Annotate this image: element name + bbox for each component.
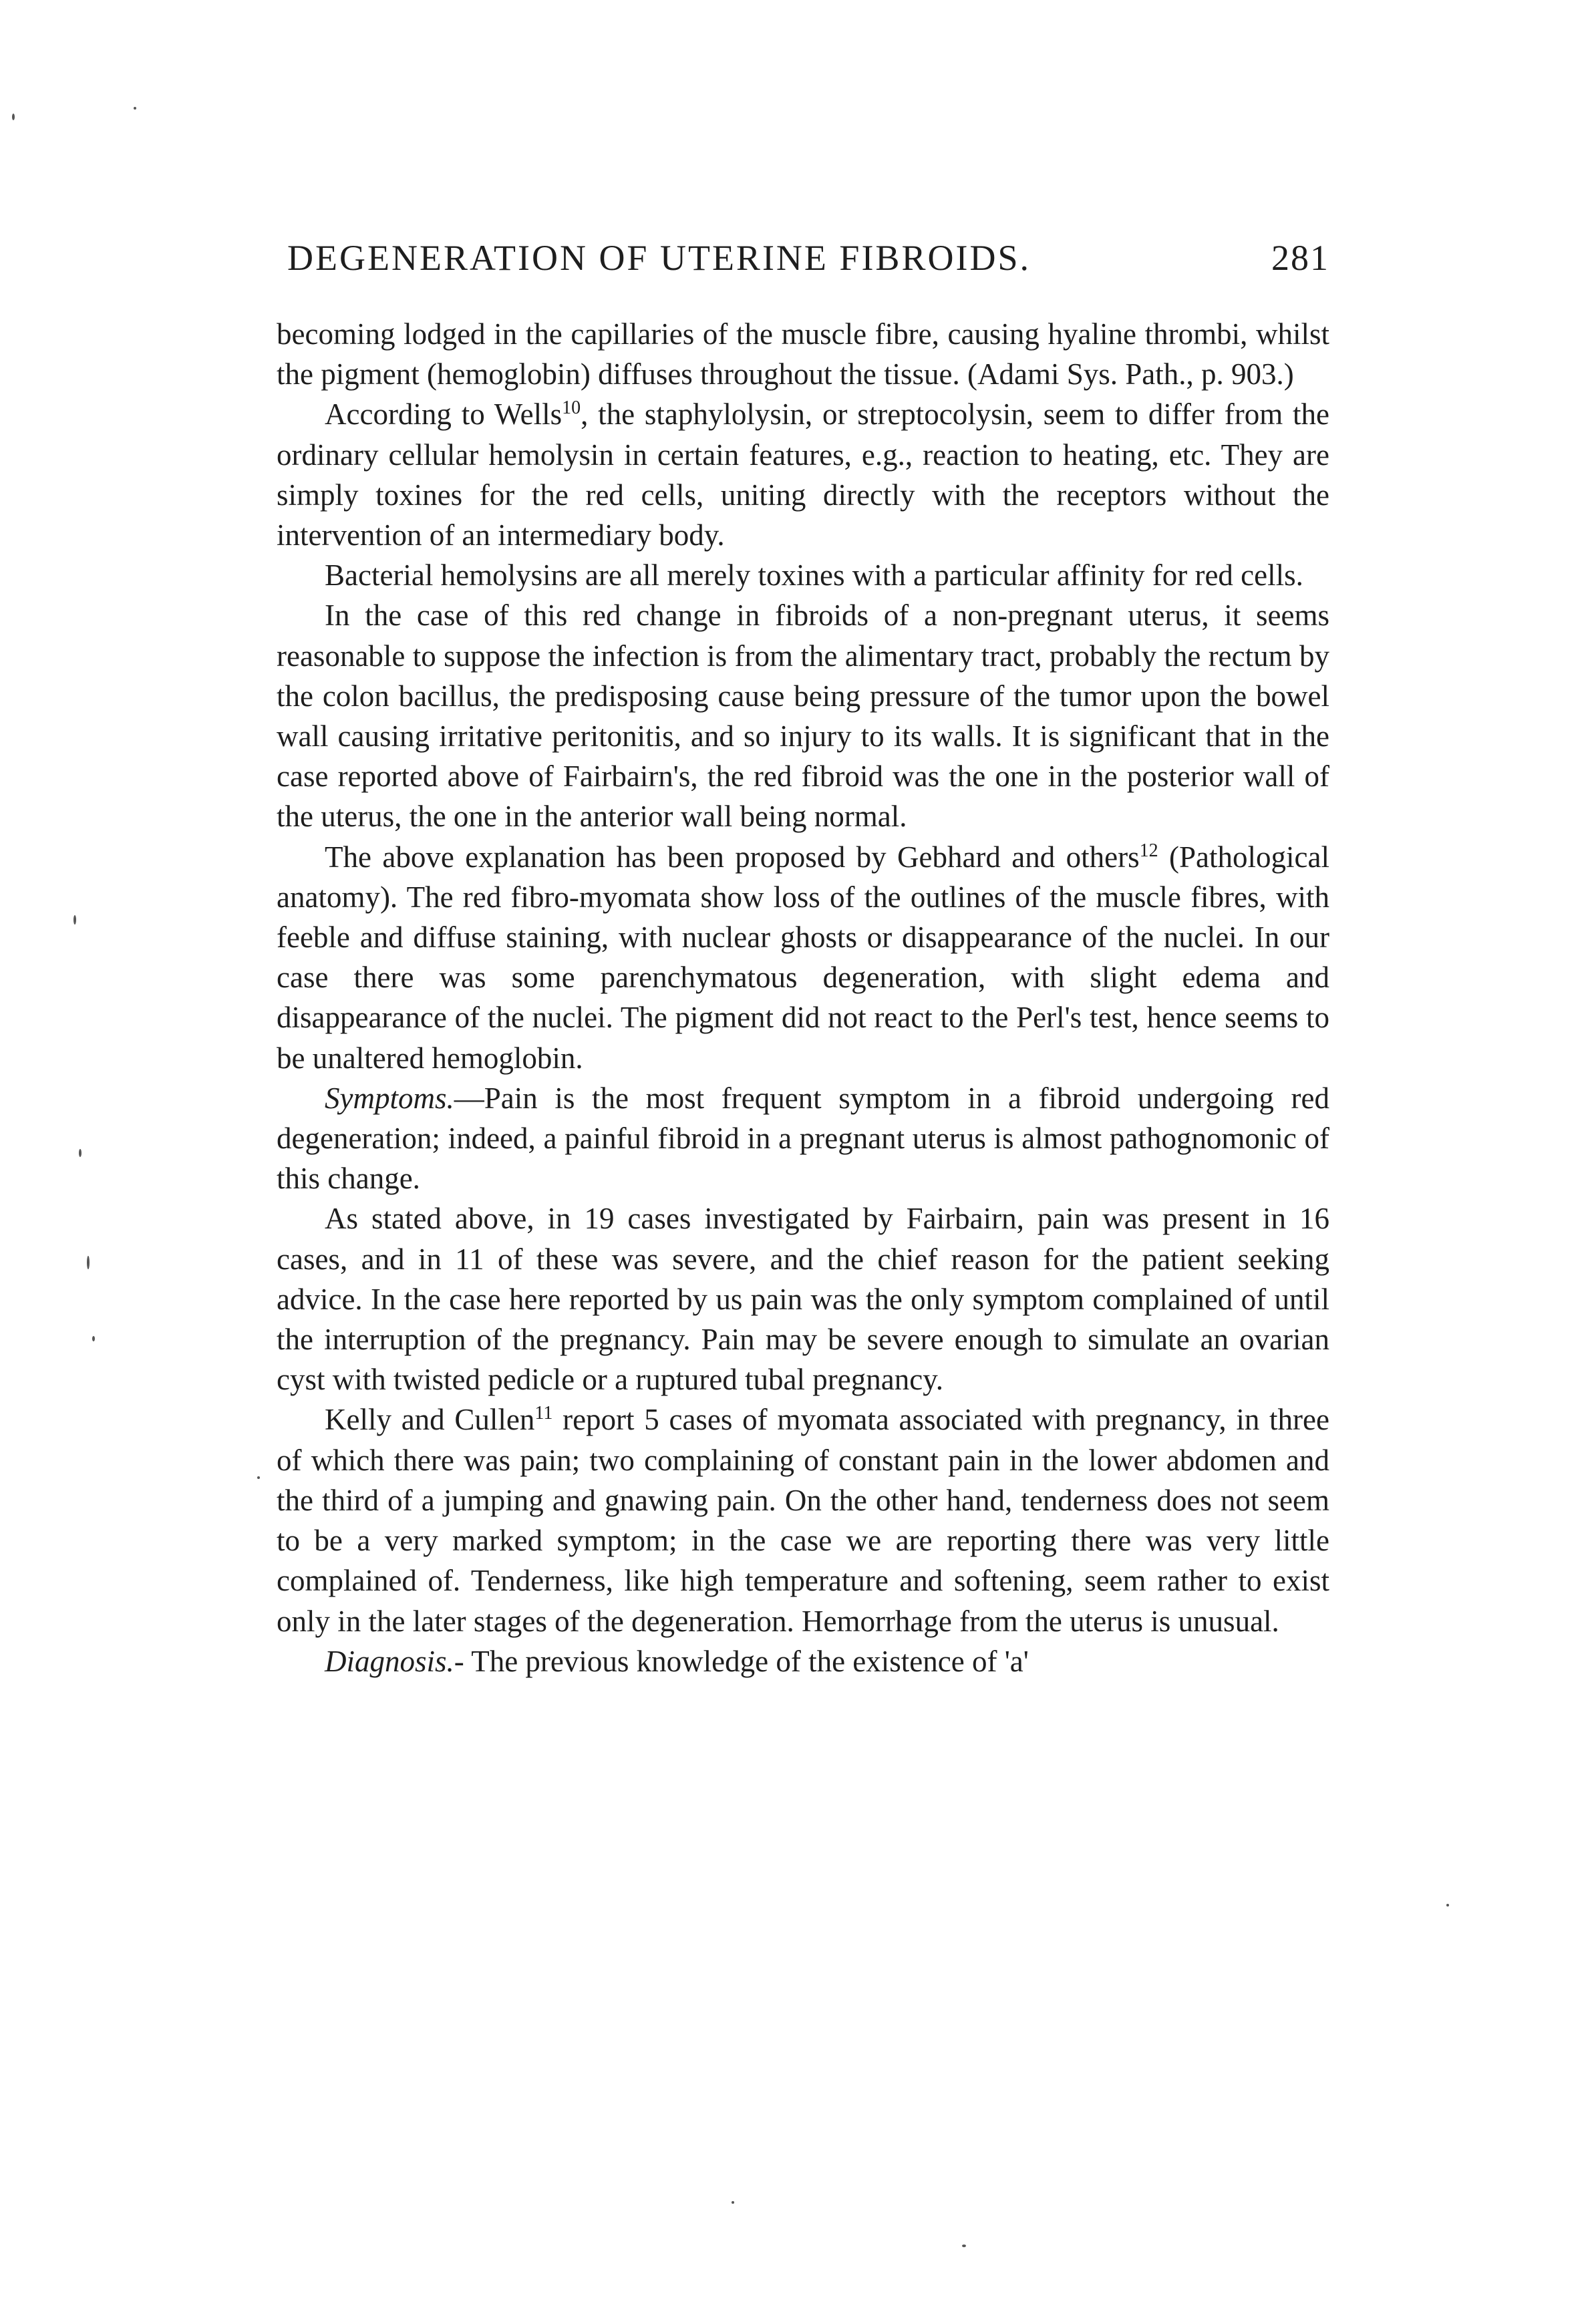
paragraph-text: , the staphylolysin, or streptocolysin, seem to differ from the ordinary cellular hemolysin in certain features, e.g., reaction to heating, etc. They are simply toxines for the red cells, uniting directly with the receptors without the intervention of an intermediary body. <box>277 397 1330 552</box>
paragraph-text: Kelly and Cullen <box>325 1403 535 1437</box>
scan-speck <box>12 114 15 120</box>
paragraph-1 <box>277 314 1329 394</box>
paragraph-7 <box>277 1198 1329 1399</box>
body-text <box>277 314 1329 1681</box>
scan-speck <box>134 107 136 110</box>
scan-speck <box>92 1336 95 1341</box>
paragraph-6 <box>277 1078 1329 1199</box>
paragraph-5 <box>277 837 1329 1078</box>
paragraph-9 <box>277 1641 1329 1681</box>
scan-speck <box>73 915 76 925</box>
paragraph-2 <box>277 394 1329 555</box>
paragraph-text: As stated above, in 19 cases investigated by Fairbairn, pain was present in 16 cases, and in 11 of these was severe, and the chief reason for the patient seeking advice. In the case here reported by us pain was the only symptom complained of until the interruption of the pregnancy. Pain may be severe enough to simulate an ovarian cyst with twisted pedicle or a ruptured tubal pregnancy. <box>277 1202 1329 1397</box>
footnote-ref: 11 <box>534 1403 553 1424</box>
paragraph-3 <box>277 555 1329 595</box>
paragraph-8 <box>277 1399 1329 1641</box>
running-head: DEGENERATION OF UTERINE FIBROIDS. <box>287 238 1031 278</box>
paragraph-text: - The previous knowledge of the existence of 'a' <box>454 1644 1029 1678</box>
scan-speck <box>257 1476 260 1479</box>
paragraph-text: According to Wells <box>325 397 563 432</box>
scan-speck <box>87 1256 90 1269</box>
scan-speck <box>1446 1904 1449 1906</box>
paragraph-text: In the case of this red change in fibroids of a non-pregnant uterus, it seems reasonable to suppose the infection is from the alimentary tract, probably the rectum by the colon bacillus, the predisposing cause being pressure of the tumor upon the bowel wall causing irritative peritonitis, and so injury to its walls. It is significant that in the case reported above of Fairbairn's, the red fibroid was the one in the posterior wall of the uterus, the one in the anterior wall being normal. <box>277 599 1329 834</box>
paragraph-text: becoming lodged in the capillaries of the muscle fibre, causing hyaline thrombi, whilst the pigment (hemoglobin) diffuses throughout the tissue. (Adami Sys. Path., p. 903.) <box>277 317 1329 391</box>
footnote-ref: 12 <box>1139 840 1158 861</box>
footnote-ref: 10 <box>562 397 581 419</box>
scan-speck <box>732 2201 734 2204</box>
paragraph-text: The above explanation has been proposed by Gebhard and others <box>325 840 1140 874</box>
scan-speck <box>962 2245 966 2247</box>
page-number: 281 <box>1271 238 1329 278</box>
section-heading-symptoms: Symptoms. <box>325 1081 454 1115</box>
section-heading-diagnosis: Diagnosis. <box>325 1644 454 1678</box>
scan-speck <box>79 1149 82 1157</box>
paragraph-text: Bacterial hemolysins are all merely toxines with a particular affinity for red cells. <box>325 558 1303 593</box>
page-header <box>287 237 1329 284</box>
paragraph-4 <box>277 595 1329 836</box>
paragraph-text: (Pathological anatomy). The red fibro-myomata show loss of the outlines of the muscle fibres, with feeble and diffuse staining, with nuclear ghosts or disappearance of the nuclei. In our case there was some parenchymatous degeneration, with slight edema and disappearance of the nuclei. The pigment did not react to the Perl's test, hence seems to be unaltered hemoglobin. <box>277 840 1329 1075</box>
paragraph-text: report 5 cases of myomata associated with pregnancy, in three of which there was pain; two complaining of constant pain in the lower abdomen and the third of a jumping and gnawing pain. On the other hand, tenderness does not seem to be a very marked symptom; in the case we are reporting there was very little complained of. Tenderness, like high temperature and softening, seem rather to exist only in the later stages of the degeneration. Hemorrhage from the uterus is unusual. <box>277 1403 1329 1638</box>
paragraph-text: —Pain is the most frequent symptom in a fibroid undergoing red degeneration; indeed, a painful fibroid in a pregnant uterus is almost pathognomonic of this change. <box>277 1081 1329 1196</box>
